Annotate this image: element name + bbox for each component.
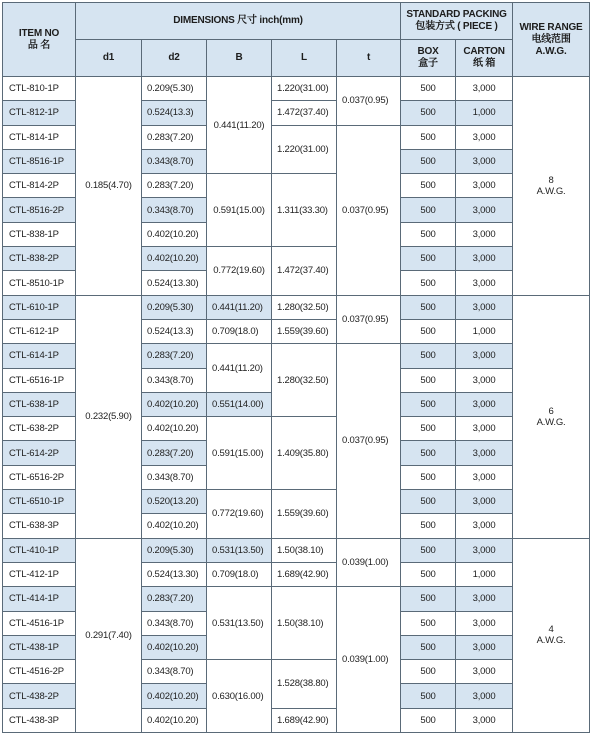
l-cell: 1.559(39.60)	[272, 490, 337, 539]
d1-label: d1	[102, 52, 115, 63]
carton-cell: 3,000	[456, 587, 513, 611]
item-cell: CTL-810-1P	[3, 77, 76, 101]
d2-cell: 0.402(10.20)	[142, 635, 207, 659]
table-row	[3, 295, 590, 319]
box-cn-label: 盒子	[418, 58, 438, 69]
d2-cell: 0.343(8.70)	[142, 368, 207, 392]
d1-cell: 0.232(5.90)	[76, 295, 142, 538]
item-cell: CTL-4516-2P	[3, 660, 76, 684]
b-label: B	[235, 52, 243, 63]
b-header	[207, 40, 272, 77]
item-cell: CTL-414-1P	[3, 587, 76, 611]
dimensions-label: DIMENSIONS 尺寸 inch(mm)	[173, 15, 303, 26]
standard-packing-label: STANDARD PACKING	[406, 9, 507, 20]
box-label: BOX	[417, 46, 439, 57]
t-cell: 0.037(0.95)	[337, 295, 401, 344]
t-cell: 0.039(1.00)	[337, 587, 401, 733]
standard-packing-cn-label: 包装方式 ( PIECE )	[415, 21, 498, 32]
item-no-cn-label: 品 名	[27, 39, 51, 51]
carton-label: CARTON	[463, 46, 505, 57]
box-cell: 500	[401, 77, 456, 101]
table-row	[3, 538, 590, 562]
carton-cell: 3,000	[456, 222, 513, 246]
d2-cell: 0.283(7.20)	[142, 587, 207, 611]
l-cell: 1.528(38.80)	[272, 660, 337, 709]
item-cell: CTL-838-2P	[3, 247, 76, 271]
t-cell: 0.037(0.95)	[337, 77, 401, 126]
box-cell: 500	[401, 319, 456, 343]
box-cell: 500	[401, 635, 456, 659]
d2-cell: 0.343(8.70)	[142, 660, 207, 684]
wire-unit: A.W.G.	[536, 416, 566, 428]
l-cell: 1.280(32.50)	[272, 344, 337, 417]
carton-cell: 3,000	[456, 684, 513, 708]
item-cell: CTL-814-2P	[3, 174, 76, 198]
d2-cell: 0.402(10.20)	[142, 247, 207, 271]
standard-packing-header	[401, 3, 513, 40]
carton-cell: 3,000	[456, 125, 513, 149]
l-header	[272, 40, 337, 77]
item-cell: CTL-814-1P	[3, 125, 76, 149]
item-no-header	[3, 3, 76, 77]
carton-cell: 3,000	[456, 392, 513, 416]
d1-cell: 0.291(7.40)	[76, 538, 142, 732]
b-cell: 0.531(13.50)	[207, 587, 272, 660]
box-cell: 500	[401, 198, 456, 222]
carton-cell: 3,000	[456, 247, 513, 271]
d2-cell: 0.283(7.20)	[142, 125, 207, 149]
item-cell: CTL-8516-2P	[3, 198, 76, 222]
box-cell: 500	[401, 101, 456, 125]
carton-cell: 3,000	[456, 514, 513, 538]
item-cell: CTL-412-1P	[3, 562, 76, 586]
item-cell: CTL-8516-1P	[3, 149, 76, 173]
item-cell: CTL-438-2P	[3, 684, 76, 708]
wire-unit: A.W.G.	[536, 635, 566, 647]
d1-header	[76, 40, 142, 77]
wire-range-cell	[513, 538, 590, 732]
box-cell: 500	[401, 149, 456, 173]
d2-cell: 0.402(10.20)	[142, 684, 207, 708]
d2-header	[142, 40, 207, 77]
carton-cell: 3,000	[456, 490, 513, 514]
b-cell: 0.441(11.20)	[207, 77, 272, 174]
wire-gauge: 4	[548, 624, 554, 636]
t-cell: 0.037(0.95)	[337, 125, 401, 295]
box-cell: 500	[401, 174, 456, 198]
d2-cell: 0.520(13.20)	[142, 490, 207, 514]
b-cell: 0.591(15.00)	[207, 174, 272, 247]
l-cell: 1.50(38.10)	[272, 587, 337, 660]
item-cell: CTL-638-3P	[3, 514, 76, 538]
d2-cell: 0.343(8.70)	[142, 465, 207, 489]
d2-cell: 0.402(10.20)	[142, 222, 207, 246]
d1-cell: 0.185(4.70)	[76, 77, 142, 296]
wire-gauge: 6	[548, 405, 554, 417]
item-cell: CTL-8510-1P	[3, 271, 76, 295]
wire-range-header	[513, 3, 590, 77]
b-cell: 0.441(11.20)	[207, 344, 272, 393]
d2-cell: 0.283(7.20)	[142, 344, 207, 368]
carton-cell: 1,000	[456, 101, 513, 125]
l-cell: 1.220(31.00)	[272, 77, 337, 101]
carton-header	[456, 40, 513, 77]
item-cell: CTL-612-1P	[3, 319, 76, 343]
l-cell: 1.689(42.90)	[272, 708, 337, 732]
d2-cell: 0.283(7.20)	[142, 174, 207, 198]
carton-cell: 3,000	[456, 271, 513, 295]
box-cell: 500	[401, 465, 456, 489]
b-cell: 0.591(15.00)	[207, 417, 272, 490]
l-cell: 1.472(37.40)	[272, 101, 337, 125]
l-cell: 1.220(31.00)	[272, 125, 337, 174]
carton-cell: 3,000	[456, 77, 513, 101]
d2-cell: 0.402(10.20)	[142, 514, 207, 538]
b-cell: 0.709(18.0)	[207, 319, 272, 343]
d2-cell: 0.524(13.3)	[142, 319, 207, 343]
carton-cell: 3,000	[456, 368, 513, 392]
box-header	[401, 40, 456, 77]
table-row	[3, 77, 590, 101]
carton-cell: 3,000	[456, 441, 513, 465]
box-cell: 500	[401, 295, 456, 319]
b-cell: 0.551(14.00)	[207, 392, 272, 416]
box-cell: 500	[401, 538, 456, 562]
item-no-label: ITEM NO	[18, 27, 60, 39]
box-cell: 500	[401, 490, 456, 514]
l-cell: 1.472(37.40)	[272, 247, 337, 296]
wire-range-cell	[513, 295, 590, 538]
t-cell: 0.039(1.00)	[337, 538, 401, 587]
item-cell: CTL-4516-1P	[3, 611, 76, 635]
box-cell: 500	[401, 417, 456, 441]
dimensions-header	[76, 3, 401, 40]
box-cell: 500	[401, 562, 456, 586]
carton-cell: 3,000	[456, 465, 513, 489]
b-cell: 0.630(16.00)	[207, 660, 272, 733]
box-cell: 500	[401, 222, 456, 246]
item-cell: CTL-438-1P	[3, 635, 76, 659]
carton-cell: 3,000	[456, 198, 513, 222]
carton-cell: 3,000	[456, 417, 513, 441]
b-cell: 0.709(18.0)	[207, 562, 272, 586]
d2-cell: 0.343(8.70)	[142, 611, 207, 635]
box-cell: 500	[401, 368, 456, 392]
box-cell: 500	[401, 247, 456, 271]
awg-label: A.W.G.	[535, 45, 567, 57]
carton-cell: 3,000	[456, 149, 513, 173]
item-cell: CTL-614-1P	[3, 344, 76, 368]
l-label: L	[301, 52, 307, 63]
wire-unit: A.W.G.	[536, 185, 566, 197]
box-cell: 500	[401, 441, 456, 465]
d2-cell: 0.402(10.20)	[142, 708, 207, 732]
box-cell: 500	[401, 125, 456, 149]
carton-cell: 3,000	[456, 344, 513, 368]
d2-label: d2	[168, 52, 180, 63]
l-cell: 1.689(42.90)	[272, 562, 337, 586]
wire-gauge: 8	[548, 174, 554, 186]
d2-cell: 0.402(10.20)	[142, 392, 207, 416]
b-cell: 0.772(19.60)	[207, 490, 272, 539]
box-cell: 500	[401, 611, 456, 635]
box-cell: 500	[401, 344, 456, 368]
item-cell: CTL-638-2P	[3, 417, 76, 441]
d2-cell: 0.209(5.30)	[142, 538, 207, 562]
wire-range-cell	[513, 77, 590, 296]
box-cell: 500	[401, 514, 456, 538]
d2-cell: 0.524(13.30)	[142, 271, 207, 295]
box-cell: 500	[401, 271, 456, 295]
l-cell: 1.311(33.30)	[272, 174, 337, 247]
box-cell: 500	[401, 587, 456, 611]
item-cell: CTL-438-3P	[3, 708, 76, 732]
t-label: t	[366, 52, 371, 63]
item-cell: CTL-410-1P	[3, 538, 76, 562]
item-cell: CTL-838-1P	[3, 222, 76, 246]
d2-cell: 0.283(7.20)	[142, 441, 207, 465]
d2-cell: 0.209(5.30)	[142, 77, 207, 101]
carton-cell: 3,000	[456, 660, 513, 684]
box-cell: 500	[401, 708, 456, 732]
t-header	[337, 40, 401, 77]
d2-cell: 0.402(10.20)	[142, 417, 207, 441]
carton-cell: 3,000	[456, 708, 513, 732]
d2-cell: 0.343(8.70)	[142, 198, 207, 222]
d2-cell: 0.524(13.3)	[142, 101, 207, 125]
d2-cell: 0.343(8.70)	[142, 149, 207, 173]
b-cell: 0.531(13.50)	[207, 538, 272, 562]
carton-cn-label: 纸 箱	[472, 58, 496, 69]
carton-cell: 3,000	[456, 635, 513, 659]
item-cell: CTL-6516-1P	[3, 368, 76, 392]
item-cell: CTL-614-2P	[3, 441, 76, 465]
l-cell: 1.50(38.10)	[272, 538, 337, 562]
l-cell: 1.559(39.60)	[272, 319, 337, 343]
t-cell: 0.037(0.95)	[337, 344, 401, 538]
carton-cell: 3,000	[456, 611, 513, 635]
wire-range-label: WIRE RANGE	[519, 21, 583, 33]
wire-range-cn-label: 电线范围	[531, 33, 571, 45]
spec-table	[2, 2, 590, 733]
l-cell: 1.409(35.80)	[272, 417, 337, 490]
item-cell: CTL-812-1P	[3, 101, 76, 125]
box-cell: 500	[401, 392, 456, 416]
carton-cell: 1,000	[456, 319, 513, 343]
box-cell: 500	[401, 660, 456, 684]
carton-cell: 1,000	[456, 562, 513, 586]
carton-cell: 3,000	[456, 295, 513, 319]
item-cell: CTL-638-1P	[3, 392, 76, 416]
d2-cell: 0.209(5.30)	[142, 295, 207, 319]
carton-cell: 3,000	[456, 538, 513, 562]
item-cell: CTL-6510-1P	[3, 490, 76, 514]
b-cell: 0.772(19.60)	[207, 247, 272, 296]
d2-cell: 0.524(13.30)	[142, 562, 207, 586]
item-cell: CTL-610-1P	[3, 295, 76, 319]
box-cell: 500	[401, 684, 456, 708]
carton-cell: 3,000	[456, 174, 513, 198]
item-cell: CTL-6516-2P	[3, 465, 76, 489]
l-cell: 1.280(32.50)	[272, 295, 337, 319]
b-cell: 0.441(11.20)	[207, 295, 272, 319]
